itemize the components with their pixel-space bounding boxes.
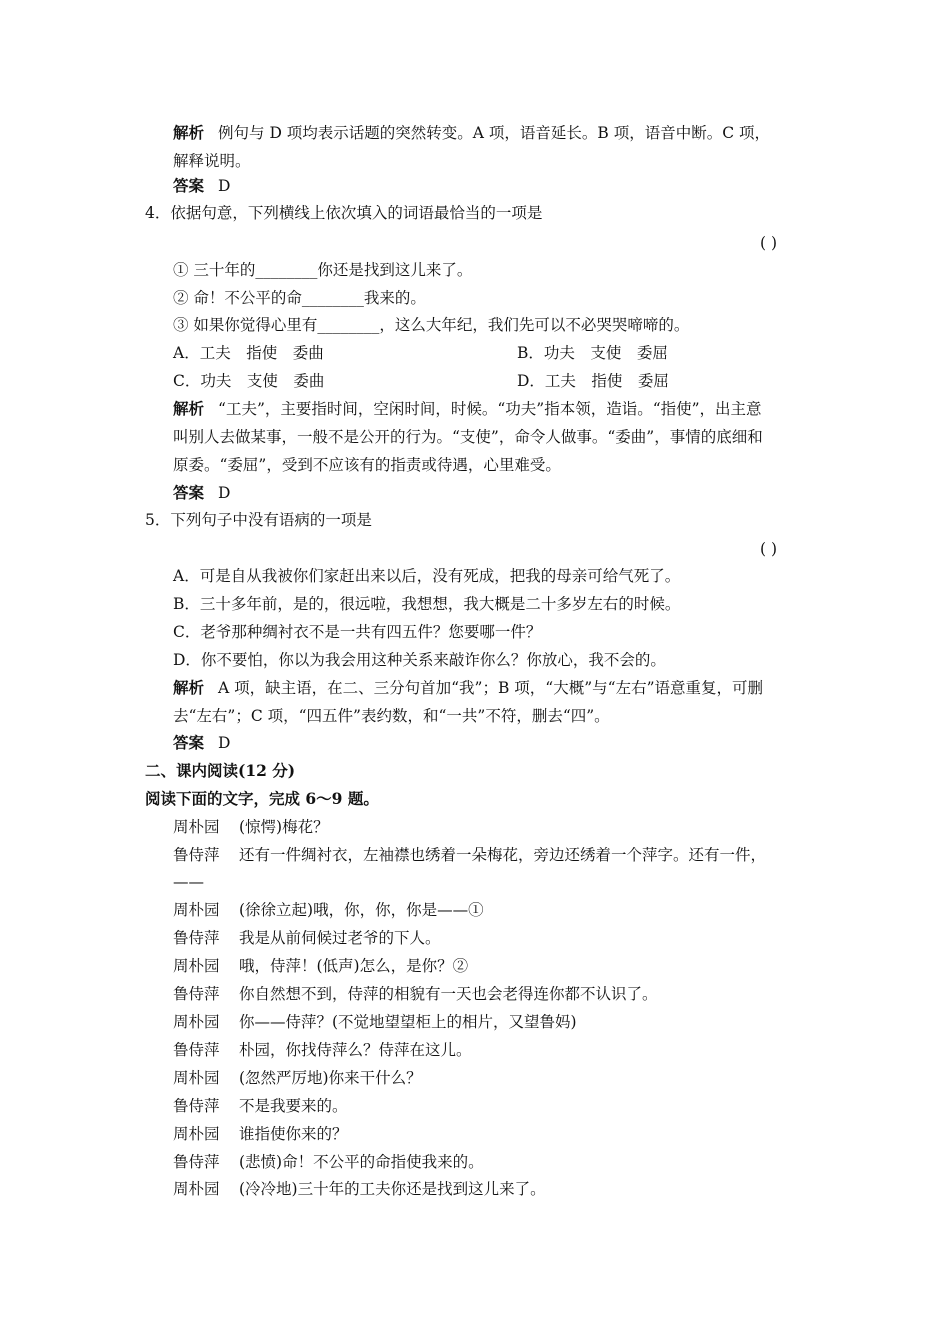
q5-option-d: D．你不要怕，你以为我会用这种关系来敲诈你么？你放心，我不会的。 — [173, 651, 666, 669]
q5-option-c: C．老爷那种绸衬衣不是一共有四五件？您要哪一件？ — [173, 623, 542, 641]
dialogue-text: 哦，侍萍！(低声)怎么，是你？② — [239, 957, 469, 975]
speaker-name: 鲁侍萍 — [173, 1041, 220, 1059]
q5-analysis-line-2: 去“左右”；C 项，“四五件”表约数，和“一共”不符，删去“四”。 — [173, 707, 610, 725]
q4-item-3: ③ 如果你觉得心里有________，这么大年纪，我们先可以不必哭哭啼啼的。 — [173, 316, 690, 334]
dialogue-text: 我是从前伺候过老爷的下人。 — [239, 929, 441, 947]
q4-analysis-line-3: 原委。“委屈”，受到不应该有的指责或待遇，心里难受。 — [173, 456, 561, 474]
analysis-text: A 项，缺主语，在二、三分句首加“我”；B 项，“大概”与“左右”语意重复，可删 — [218, 679, 764, 697]
dialogue-text: 不是我要来的。 — [239, 1097, 348, 1115]
dialogue-text: 你自然想不到，侍萍的相貌有一天也会老得连你都不认识了。 — [239, 985, 658, 1003]
q4-analysis-line-2: 叫别人去做某事，一般不是公开的行为。“支使”，命令人做事。“委曲”，事情的底细和 — [173, 428, 763, 446]
q4-item-1: ① 三十年的________你还是找到这儿来了。 — [173, 261, 473, 279]
q3-analysis-line-1 — [173, 123, 770, 143]
speaker-name: 鲁侍萍 — [173, 846, 220, 864]
q4-answer-paren: ( ) — [760, 234, 778, 252]
speaker-name: 周朴园 — [173, 957, 220, 975]
dialogue-line — [173, 928, 441, 948]
dialogue-text: 朴园，你找侍萍么？侍萍在这儿。 — [239, 1041, 472, 1059]
speaker-name: 鲁侍萍 — [173, 1153, 220, 1171]
q5-option-b: B．三十多年前，是的，很远啦，我想想，我大概是二十多岁左右的时候。 — [173, 595, 681, 613]
q5-analysis-line-1 — [173, 678, 763, 698]
q3-analysis-line-2: 解释说明。 — [173, 152, 251, 170]
q3-answer — [173, 176, 230, 196]
answer-value: D — [218, 484, 231, 502]
q4-option-c: C．功夫 支使 委曲 — [173, 372, 325, 390]
dialogue-line — [173, 956, 468, 976]
q4-analysis-line-1 — [173, 399, 762, 419]
dialogue-text: (冷冷地)三十年的工夫你还是找到这儿来了。 — [239, 1180, 546, 1198]
speaker-name: 周朴园 — [173, 1125, 220, 1143]
dialogue-text: 谁指使你来的？ — [239, 1125, 348, 1143]
answer-label: 答案 — [173, 483, 205, 502]
dialogue-line — [173, 817, 329, 837]
dialogue-text: 还有一件绸衬衣，左袖襟也绣着一朵梅花，旁边还绣着一个萍字。还有一件， — [239, 846, 767, 864]
analysis-label: 解析 — [173, 399, 205, 418]
analysis-text: “工夫”，主要指时间，空闲时间，时候。“功夫”指本领，造诣。“指使”，出主意 — [218, 400, 762, 418]
dialogue-line — [173, 1012, 577, 1032]
speaker-name: 鲁侍萍 — [173, 1097, 220, 1115]
analysis-label: 解析 — [173, 678, 205, 697]
speaker-name: 周朴园 — [173, 901, 220, 919]
dialogue-text: 你——侍萍？(不觉地望望柜上的相片，又望鲁妈) — [239, 1013, 577, 1031]
dialogue-line — [173, 1152, 484, 1172]
analysis-text: 例句与 D 项均表示话题的突然转变。A 项，语音延长。B 项，语音中断。C 项， — [218, 124, 771, 142]
analysis-label: 解析 — [173, 123, 205, 142]
q4-answer — [173, 483, 230, 503]
dialogue-line — [173, 900, 484, 920]
dialogue-text: (徐徐立起)哦，你，你，你是——① — [239, 901, 484, 919]
speaker-name: 鲁侍萍 — [173, 929, 220, 947]
answer-value: D — [218, 734, 231, 752]
q5-stem: 5．下列句子中没有语病的一项是 — [145, 511, 372, 529]
dialogue-line — [173, 872, 204, 892]
answer-label: 答案 — [173, 733, 205, 752]
dialogue-line — [173, 1040, 472, 1060]
dialogue-line — [173, 1068, 422, 1088]
q4-item-2: ② 命！不公平的命________我来的。 — [173, 289, 426, 307]
dialogue-text: (忽然严厉地)你来干什么？ — [239, 1069, 422, 1087]
speaker-name: 周朴园 — [173, 818, 220, 836]
answer-label: 答案 — [173, 176, 205, 195]
q5-answer-paren: ( ) — [760, 540, 778, 558]
dialogue-line — [173, 1179, 546, 1199]
dialogue-text: (惊愕)梅花？ — [239, 818, 329, 836]
q5-answer — [173, 733, 230, 753]
q4-option-a: A．工夫 指使 委曲 — [173, 344, 324, 362]
q4-options-row-1 — [173, 343, 324, 363]
q4-option-b: B．功夫 支使 委屈 — [517, 344, 668, 362]
q4-stem: 4．依据句意，下列横线上依次填入的词语最恰当的一项是 — [145, 204, 543, 222]
dialogue-text: (悲愤)命！不公平的命指使我来的。 — [239, 1153, 484, 1171]
q4-option-d: D．工夫 指使 委屈 — [517, 372, 669, 390]
dialogue-line — [173, 984, 658, 1004]
dialogue-line — [173, 1124, 348, 1144]
answer-value: D — [218, 177, 231, 195]
speaker-name: 鲁侍萍 — [173, 985, 220, 1003]
speaker-name: 周朴园 — [173, 1069, 220, 1087]
q5-option-a: A．可是自从我被你们家赶出来以后，没有死成，把我的母亲可给气死了。 — [173, 567, 681, 585]
speaker-name: 周朴园 — [173, 1013, 220, 1031]
dialogue-line — [173, 845, 766, 865]
speaker-name: 周朴园 — [173, 1180, 220, 1198]
dialogue-line — [173, 1096, 348, 1116]
dialogue-text: —— — [173, 873, 204, 891]
section-heading: 二、课内阅读(12 分) — [145, 761, 296, 780]
section-instruction: 阅读下面的文字，完成 6～9 题。 — [145, 789, 379, 808]
